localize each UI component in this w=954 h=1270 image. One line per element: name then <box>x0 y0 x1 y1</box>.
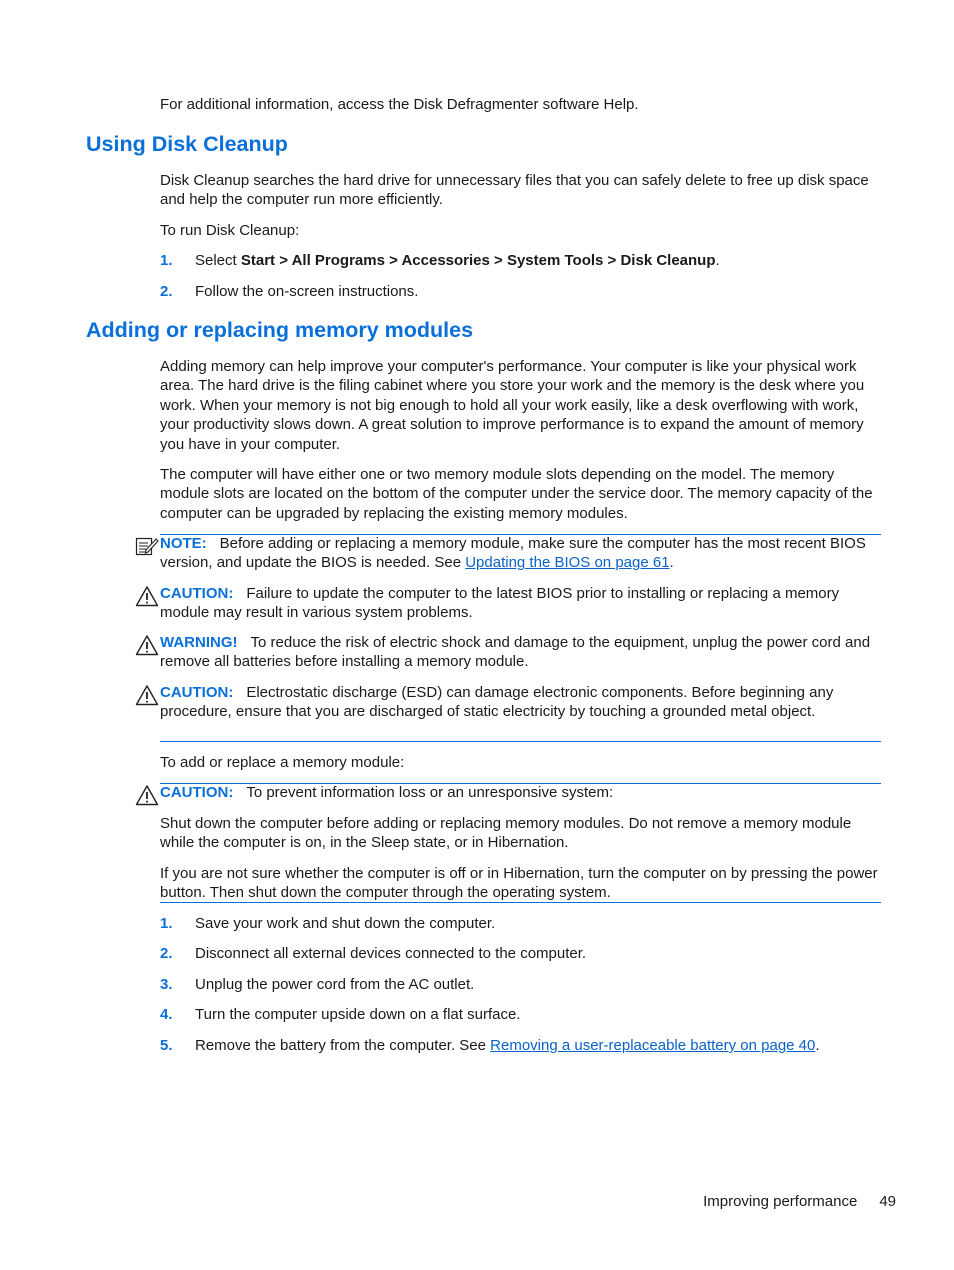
memory-paragraph-1: Adding memory can help improve your computer's performance. Your computer is like your physical work area. The hard drive is the filing cabinet where you store your work and the memory is the desk where you work. When your memory is not big enough to hold all your work easily, like a desk overflowing with work, your productivity slows down. A great solution to improve performance is to expand the amount of memory you have in your computer. <box>160 358 865 453</box>
warning-text: WARNING! To reduce the risk of electric shock and damage to the equipment, unplug the power cord and remove all batteries before installing a memory module. <box>160 634 871 671</box>
caution-icon <box>135 684 159 706</box>
link-removing-battery[interactable]: Removing a user-replaceable battery on page 40 <box>490 1037 816 1054</box>
heading-memory-modules: Adding or replacing memory modules <box>86 318 474 342</box>
note-icon <box>135 535 159 557</box>
note-text: NOTE: Before adding or replacing a memory module, make sure the computer has the most recent BIOS version, and update the BIOS is needed. See Updating the BIOS on page 61. <box>160 535 866 572</box>
disk-cleanup-lead: To run Disk Cleanup: <box>160 222 300 239</box>
link-updating-bios[interactable]: Updating the BIOS on page 61 <box>465 554 670 572</box>
note-label: NOTE: <box>160 535 207 552</box>
memory-lead: To add or replace a memory module: <box>160 754 405 771</box>
heading-disk-cleanup: Using Disk Cleanup <box>86 132 288 156</box>
warning-icon <box>135 634 159 656</box>
step-number: 5. <box>160 1037 173 1054</box>
caution-bottom-rule <box>160 741 881 742</box>
step-text: Follow the on-screen instructions. <box>195 283 419 300</box>
page-number: 49 <box>879 1193 896 1210</box>
caution-text: CAUTION: Electrostatic discharge (ESD) can damage electronic components. Before beginning any procedure, ensure that you are discharged of static electricity by touching a grounded metal object. <box>160 684 834 721</box>
step-text: Select Start > All Programs > Accessories > System Tools > Disk Cleanup. <box>195 252 720 269</box>
step-number: 1. <box>160 915 173 932</box>
caution-text: CAUTION: To prevent information loss or an unresponsive system: <box>160 784 614 801</box>
step-text: Unplug the power cord from the AC outlet. <box>195 976 475 993</box>
caution-label: CAUTION: <box>160 784 234 801</box>
caution-paragraph-1: Shut down the computer before adding or replacing memory modules. Do not remove a memory module while the computer is on, in the Sleep state, or in Hibernation. <box>160 815 852 852</box>
footer-section-title: Improving performance <box>703 1193 858 1210</box>
step-number: 4. <box>160 1006 173 1023</box>
step-number: 2. <box>160 945 173 962</box>
disk-cleanup-paragraph: Disk Cleanup searches the hard drive for unnecessary files that you can safely delete to free up disk space and help the computer run more efficiently. <box>160 172 869 209</box>
step-number: 2. <box>160 283 173 300</box>
caution-text: CAUTION: Failure to update the computer to the latest BIOS prior to installing or replacing a memory module may result in various system problems. <box>160 585 840 622</box>
step-text: Turn the computer upside down on a flat surface. <box>195 1006 521 1023</box>
step-text: Disconnect all external devices connected to the computer. <box>195 945 587 962</box>
step-number: 3. <box>160 976 173 993</box>
warning-label: WARNING! <box>160 634 238 651</box>
caution-label: CAUTION: <box>160 684 234 701</box>
step-text: Remove the battery from the computer. See Removing a user-replaceable battery on page 40. <box>195 1037 820 1054</box>
caution-label: CAUTION: <box>160 585 234 602</box>
caution-bottom-rule <box>160 902 881 903</box>
caution-icon <box>135 784 159 806</box>
step-text: Save your work and shut down the computer. <box>195 915 496 932</box>
caution-icon <box>135 585 159 607</box>
caution-paragraph-2: If you are not sure whether the computer is off or in Hibernation, turn the computer on by pressing the power button. Then shut down the computer through the operating system. <box>160 865 878 902</box>
memory-paragraph-2: The computer will have either one or two memory module slots depending on the model. The memory module slots are located on the bottom of the computer under the service door. The memory capacity of the computer can be upgraded by replacing the existing memory modules. <box>160 466 873 522</box>
step-number: 1. <box>160 252 173 269</box>
menu-path: Start > All Programs > Accessories > System Tools > Disk Cleanup <box>240 252 716 269</box>
intro-text: For additional information, access the Disk Defragmenter software Help. <box>160 96 639 113</box>
page-footer <box>0 1192 896 1211</box>
